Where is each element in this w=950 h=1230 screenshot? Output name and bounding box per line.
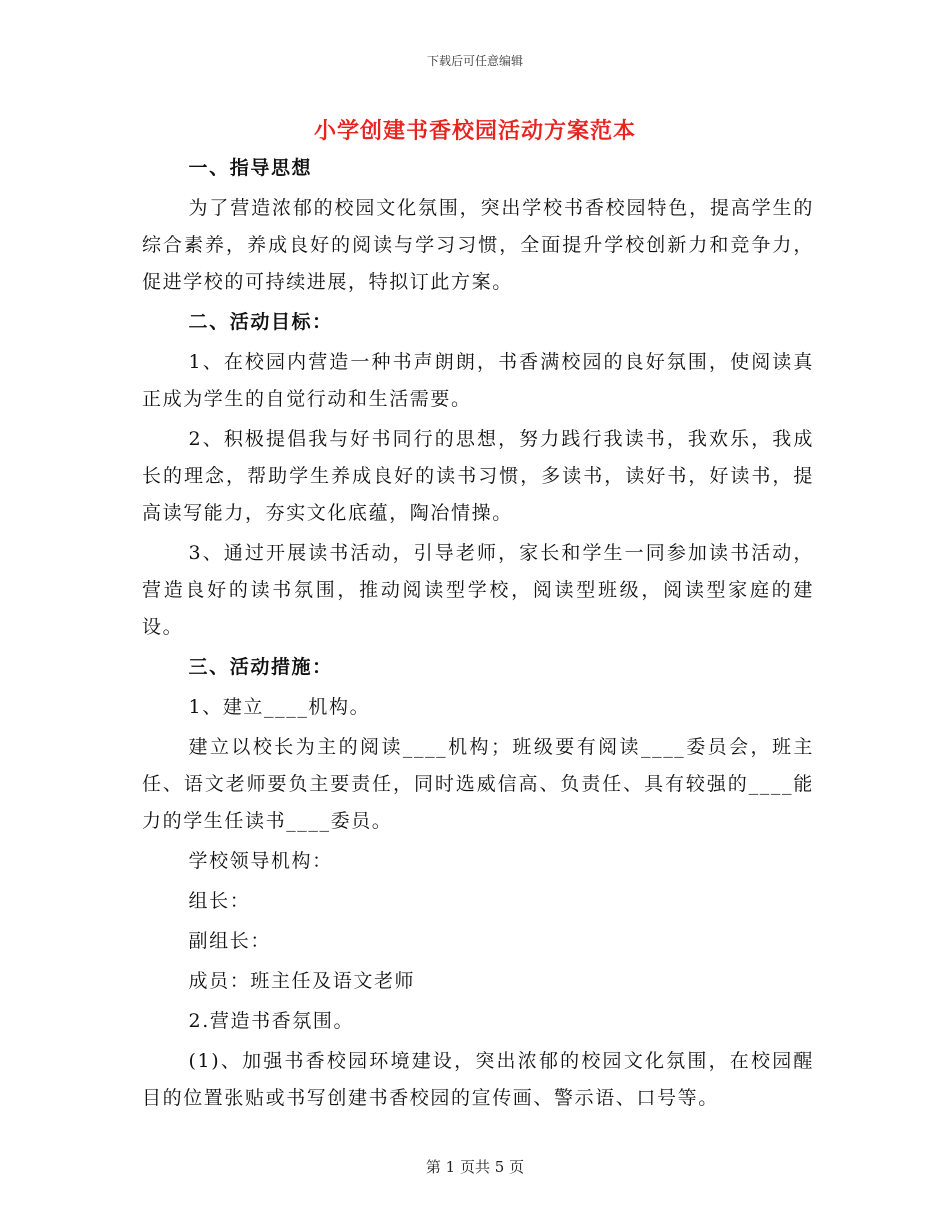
document-body <box>142 150 814 1120</box>
body-paragraph: 2.营造书香氛围。 <box>188 1010 355 1032</box>
body-paragraph: 3、通过开展读书活动，引导老师，家长和学生一同参加读书活动，营造良好的读书氛围，推动阅读型学校，阅读型班级，阅读型家庭的建设。 <box>142 542 814 638</box>
document-title: 小学创建书香校园活动方案范本 <box>313 118 636 144</box>
section-heading: 一、指导思想 <box>188 157 313 179</box>
section-heading: 二、活动目标： <box>188 311 333 333</box>
body-paragraph: 成员：班主任及语文老师 <box>188 970 416 992</box>
body-paragraph: 2、积极提倡我与好书同行的思想，努力践行我读书，我欢乐，我成长的理念，帮助学生养成良好的读书习惯，多读书，读好书，好读书，提高读写能力，夯实文化底蕴，陶冶情操。 <box>142 428 814 524</box>
body-paragraph: 为了营造浓郁的校园文化氛围，突出学校书香校园特色，提高学生的综合素养，养成良好的阅读与学习习惯，全面提升学校创新力和竞争力，促进学校的可持续进展，特拟订此方案。 <box>142 197 814 293</box>
body-paragraph: 1、建立____机构。 <box>188 696 371 718</box>
body-paragraph: (1)、加强书香校园环境建设，突出浓郁的校园文化氛围，在校园醒目的位置张贴或书写创建书香校园的宣传画、警示语、口号等。 <box>142 1050 814 1109</box>
section-heading: 三、活动措施： <box>188 656 333 678</box>
body-paragraph: 学校领导机构： <box>188 850 333 872</box>
header-note: 下载后可任意编辑 <box>426 54 523 68</box>
body-paragraph: 建立以校长为主的阅读____机构；班级要有阅读____委员会，班主任、语文老师要负主要责任，同时选威信高、负责任、具有较强的____能力的学生任读书____委员。 <box>142 736 814 832</box>
body-paragraph: 组长： <box>188 890 251 912</box>
body-paragraph: 副组长： <box>188 930 271 952</box>
body-paragraph: 1、在校园内营造一种书声朗朗，书香满校园的良好氛围，使阅读真正成为学生的自觉行动和生活需要。 <box>142 351 814 410</box>
page-footer: 第 1 页共 5 页 <box>425 1158 525 1176</box>
